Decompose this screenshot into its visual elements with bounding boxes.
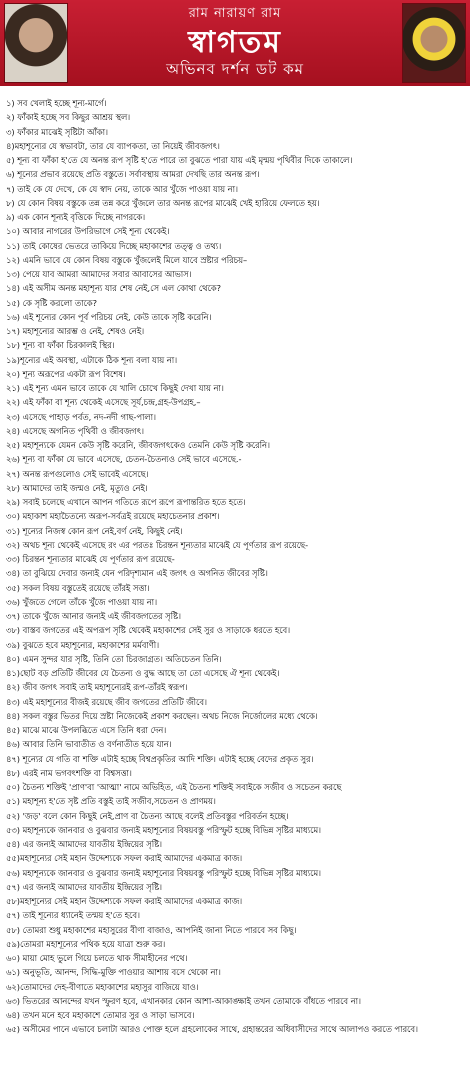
list-item: ৯) এক কোন শূন্যই বৃত্তিকে দিচ্ছে নাগরকে। bbox=[6, 212, 146, 222]
list-item: ১৩) পেয়ে যাব আমরা আমাদের সবার আবাসের আভাস। bbox=[6, 269, 192, 279]
list-item: ৬৩) ভিতরের আনন্দের যখন স্ফুরণ হবে, এখানকার কোন আশা-আকাঙ্ক্ষাই তখন তোমাকে বাঁধতে পারবে না। bbox=[6, 995, 362, 1006]
list-item: ২৪) এসেছে অগনিত পৃথিবী ও জীবজগৎ। bbox=[6, 425, 145, 436]
list-item: ৬১) অনুভূতি, আনন্দ, সিদ্ধি-মুক্তি পাওয়ার আশায় বসে থেকো না। bbox=[6, 967, 221, 978]
list-item: ১৭) মহাশূন্যের আরম্ভ ও নেই, শেষও নেই। bbox=[6, 326, 145, 336]
author-name: রাম নারায়ণ রাম bbox=[188, 6, 282, 21]
list-item: ১৯)শূন্যের এই অবস্থা, এটাকে ঠিক শূন্য বলা যায় না। bbox=[6, 354, 178, 365]
list-item: ৩) ফাঁকার মাঝেই সৃষ্টিটা আঁকা। bbox=[6, 126, 108, 137]
list-item: ২৬) শূন্য বা ফাঁকা যে ভাবে এসেছে, চেতন-চৈতন্যও সেই ভাবে এসেছে.- bbox=[6, 454, 242, 465]
list-item: ৬২)তোমাদের দেহ-বীণাতে মহাকাশের মহাসুর বাজিয়ে যাও। bbox=[6, 981, 199, 992]
list-item: ৬০) মায়া মোহ ভুলে গিয়ে চলতে থাক সীমাহীনের পথে। bbox=[6, 953, 188, 963]
list-item: ৬) শূন্যের প্রভাব রয়েছে প্রতি বস্তুতে। সর্বাবস্থায় আমরা দেখছি তার অনন্ত রূপ। bbox=[6, 169, 260, 180]
list-item: ২৯) সবাই চলেছে এখানে আপন গতিতে রূপে রূপে রূপান্তরিত হতে হতে। bbox=[6, 497, 246, 507]
list-item: ৫৩) মহাশূন্যকে জানবার ও বুঝবার জন্যই মহাশূন্যের বিষয়বস্তু পরিস্ফুট হচ্ছে বিভিন্ন সৃষ্টির মাধ্যমে। bbox=[6, 824, 322, 835]
list-item: ৫৪) এর জন্যই আমাদের যাবতীয় ইন্দ্রিয়ের সৃষ্টি। bbox=[6, 839, 163, 849]
list-item: ৩৭) তাকে খুঁজে আনার জন্যই এই জীবজগতের সৃষ্টি। bbox=[6, 611, 181, 621]
list-item: ৬৫) অসীমের পানে এভাবে চলাটা আরও পোক্ত হলে গ্রহলোকের সাথে, গ্রহান্তরের অধিবাসীদের সাথে আলাপও করতে পারবে। bbox=[6, 1024, 418, 1035]
list-item: ৫৭) তাই শূন্যের ধ্যানেই তন্ময় হ'তে হবে। bbox=[6, 910, 140, 921]
list-item: ১২) এমনি ভাবে যে কোন বিষয় বস্তুকে খুঁজলেই মিলে যাবে স্রষ্টার পরিচয়– bbox=[6, 254, 248, 265]
list-item: ৫) শূন্য বা ফাঁকা হ'তে যে অনন্ত রূপ সৃষ্টি হ'তে পারে তা বুঝতে পারা যায় এই মৃন্ময় পৃথিবীর দিকে তাকালে। bbox=[6, 155, 353, 165]
list-item: ২২) এই ফাঁকা বা শূন্য থেকেই এসেছে সূর্য,চন্দ্র,গ্রহ-উপগ্রহ,– bbox=[6, 397, 201, 408]
list-item: ১১) তাই কোষের ভেতরে তাকিয়ে দিচ্ছে মহাকাশের তত্ত্ব ও তথ্য। bbox=[6, 240, 222, 251]
list-item: ৫০) চৈতন্য শক্তিই 'প্রাণ'বা 'আত্মা' নামে অভিহিত, এই চৈতন্য শক্তিই সবাইকে সজীব ও সচেতন করছে bbox=[6, 782, 342, 792]
list-item: ৪)মহাশূন্যের যে স্বভাবটা, তার যে ব্যাপকতা, তা নিয়েই জীবজগৎ। bbox=[6, 140, 220, 151]
welcome-title: স্বাগতম bbox=[188, 25, 282, 60]
list-item: ১৬) এই শূন্যের কোন পূর্ব পরিচয় নেই, কেউ তাকে সৃষ্টি করেনি। bbox=[6, 311, 212, 322]
site-name: অভিনব দর্শন ডট কম bbox=[166, 60, 304, 78]
list-item: ৪৬) আবার তিনি ভাবাতীত ও বর্ণনাতীত হয়ে যান। bbox=[6, 739, 172, 750]
list-item: ২) ফাঁকাই হচ্ছে সব কিছুর আশ্রয় স্থল। bbox=[6, 112, 131, 123]
list-item: ৪৫) মাঝে মাঝে উপলব্ধিতে এসে তিনি ধরা দেন। bbox=[6, 725, 167, 735]
list-item: ১) সব খেলাই হচ্ছে শূন্য-মার্গে। bbox=[6, 98, 107, 108]
list-item: ১৪) এই অসীম অনন্ত মহাশূন্য যার শেষ নেই,সে এল কোথা থেকে? bbox=[6, 283, 221, 294]
portrait-photo bbox=[402, 3, 466, 83]
list-item: ৪৭) শূন্যের যে গতি বা শক্তি এটাই হচ্ছে বিশ্বপ্রকৃতির আদি শক্তি। এটাই হচ্ছে বেদের প্রকৃত সুর। bbox=[6, 753, 314, 764]
list-item: ১৮) শূন্য বা ফাঁকা চিরকালই স্থির। bbox=[6, 340, 115, 351]
list-item: ৩৯) বুঝতে হবে মহাশূন্যের, মহাকাশের মর্মবাণী। bbox=[6, 639, 160, 650]
list-item: ১৫) কে সৃষ্টি করলো তাকে? bbox=[6, 297, 98, 308]
list-item: ২০) শূন্য অরূপের একটা রূপ বিশেষ। bbox=[6, 368, 126, 379]
list-item: ৫৫)মহাশূন্যের সেই মহান উদ্দেশ্যকে সফল করাই আমাদের একমাত্র কাজ। bbox=[6, 853, 243, 864]
list-item: ৩১) শূন্যের নিজস্ব কোন রূপ নেই,বর্ণ নেই, কিছুই নেই। bbox=[6, 525, 183, 536]
list-item: ৩৬) খুঁজতে গেলে তাঁকে খুঁজে পাওয়া যায় না। bbox=[6, 596, 158, 607]
list-item: ২১) এই শূন্য এমন ভাবে তাকে যে খালি চোখে কিছুই দেখা যায় না। bbox=[6, 383, 224, 393]
list-item: ৩০) মহাকাশ মহাচৈতন্যে অরূপ-সর্বত্রই রয়েছে মহাচেতনার প্রকাশ। bbox=[6, 511, 220, 522]
list-item: ৪০) এমন সুন্দর যার সৃষ্টি, তিনি তো চিরজাগ্রত। অতিচেতন তিনি। bbox=[6, 653, 222, 664]
list-item: ২৫) মহাশূন্যকে যেমন কেউ সৃষ্টি করেনি, জীবজগৎকেও তেমনি কেউ সৃষ্টি করেনি। bbox=[6, 440, 270, 450]
list-item: ৪৩) এই মহাশূন্যের বীজই রয়েছে জীব জগতের প্রতিটি জীবে। bbox=[6, 696, 207, 707]
list-item: ৩২) অথচ শূন্য থেকেই এসেছে রং এর পরতঃ চিরন্তন শূন্যতার মাঝেই যে পূর্ণতার রূপ রয়েছে- bbox=[6, 539, 309, 550]
list-item: ১০) আবার নাগরের উপরিভাগে সেই শূন্য থেকেই। bbox=[6, 226, 170, 237]
list-item: ২৮) আমাদের তাই জন্মও নেই, মৃত্যুও নেই। bbox=[6, 482, 148, 493]
list-item: ৫৭) এর জন্যই আমাদের যাবতীয় ইন্দ্রিয়ের সৃষ্টি। bbox=[6, 881, 163, 892]
list-item: ৭) তাই কে যে দেখে, কে যে স্বাদ নেয়, তাকে আর খুঁজে পাওয়া যায় না। bbox=[6, 183, 238, 194]
list-item: ৬৪) তখন মনে হবে মহাকাশে তোমার সুর ও সাড়া ভাসবে। bbox=[6, 1010, 195, 1020]
list-item: ৩৪) তা বুঝিয়ে দেবার জন্যই যেন পরিদৃশ্যমান এই জগৎ ও অগনিত জীবের সৃষ্টি। bbox=[6, 568, 268, 579]
list-item: ৫১) মহাশূন্য হ'তে সৃষ্ট প্রতি বস্তুই তাই সজীব,সচেতন ও প্রাণময়। bbox=[6, 796, 216, 807]
list-item: ২৭) অনন্ত রূপগুলোও সেই ভাবেই এসেছে। bbox=[6, 468, 149, 479]
list-item: ৫৬) মহাশূন্যকে জানবার ও বুঝবার জন্যই মহাশূন্যের বিষয়বস্তু পরিস্ফুট হচ্ছে বিভিন্ন সৃষ্টির মাধ্যমে। bbox=[6, 867, 322, 878]
list-item: ৫৮)মহাশূন্যের সেই মহান উদ্দেশ্যকে সফল করাই আমাদের একমাত্র কাজ। bbox=[6, 896, 243, 906]
list-item: ৩৫) সকল বিষয় বস্তুতেই রয়েছে তাঁরই সত্তা। bbox=[6, 582, 150, 593]
list-item: ৫৯)তোমরা মহাশূন্যের পথিক হয়ে যাত্রা শুরু কর। bbox=[6, 938, 166, 949]
list-item: ৪১)ছোট বড় প্রতিটি জীবের যে চৈতন্য ও বুদ্ধ আছে তা তো এসেছে ঐ শূন্য থেকেই। bbox=[6, 668, 280, 678]
list-item: ৪৮) এরই নাম ভগবৎশক্তি বা বিশ্বসত্তা। bbox=[6, 767, 132, 778]
list-item: ৩৮) বাস্তব জগতের এই অপরূপ সৃষ্টি থেকেই মহাকাশের সেই সুর ও সাড়াকে ধরতে হবে। bbox=[6, 625, 291, 636]
list-item: ৫৮) তোমরা শুধু মহাকাশের মহাসুরের বীণা বাজাও, আপনিই জানা নিতে পারবে সব কিছু। bbox=[6, 924, 297, 935]
list-item: ২৩) এসেছে পাহাড় পর্বত, নদ-নদী গাছ-পালা। bbox=[6, 411, 156, 422]
list-item: ৪৪) সকল বস্তুর ভিতর দিয়ে স্রষ্টা নিজেকেই প্রকাশ করছেন। অথচ নিজে নির্জোলের মধ্যে থেকে। bbox=[6, 710, 318, 721]
list-item: ৩৩) চিরন্তন শূন্যতার মাঝেই যে পূর্ণতার রূপ রয়েছে- bbox=[6, 554, 175, 564]
list-item: ৪২) জীব জগৎ সবাই তাই মহাশূন্যেরই রূপ-তাঁরই স্বরূপ। bbox=[6, 682, 188, 693]
teachings-list bbox=[6, 96, 466, 1037]
header-banner bbox=[0, 0, 470, 86]
list-item: ৫২) 'জড়' বলে কোন কিছুই নেই,প্রাণ বা চৈতন্য আছে বলেই প্রতিবস্তুর পরিবর্তন হচ্ছে। bbox=[6, 810, 289, 821]
list-item: ৮) যে কোন বিষয় বস্তুকে তন্ন তন্ন করে খুঁজলে তার অনন্ত রূপের মাঝেই খেই হারিয়ে ফেলতে হয়। bbox=[6, 197, 320, 208]
